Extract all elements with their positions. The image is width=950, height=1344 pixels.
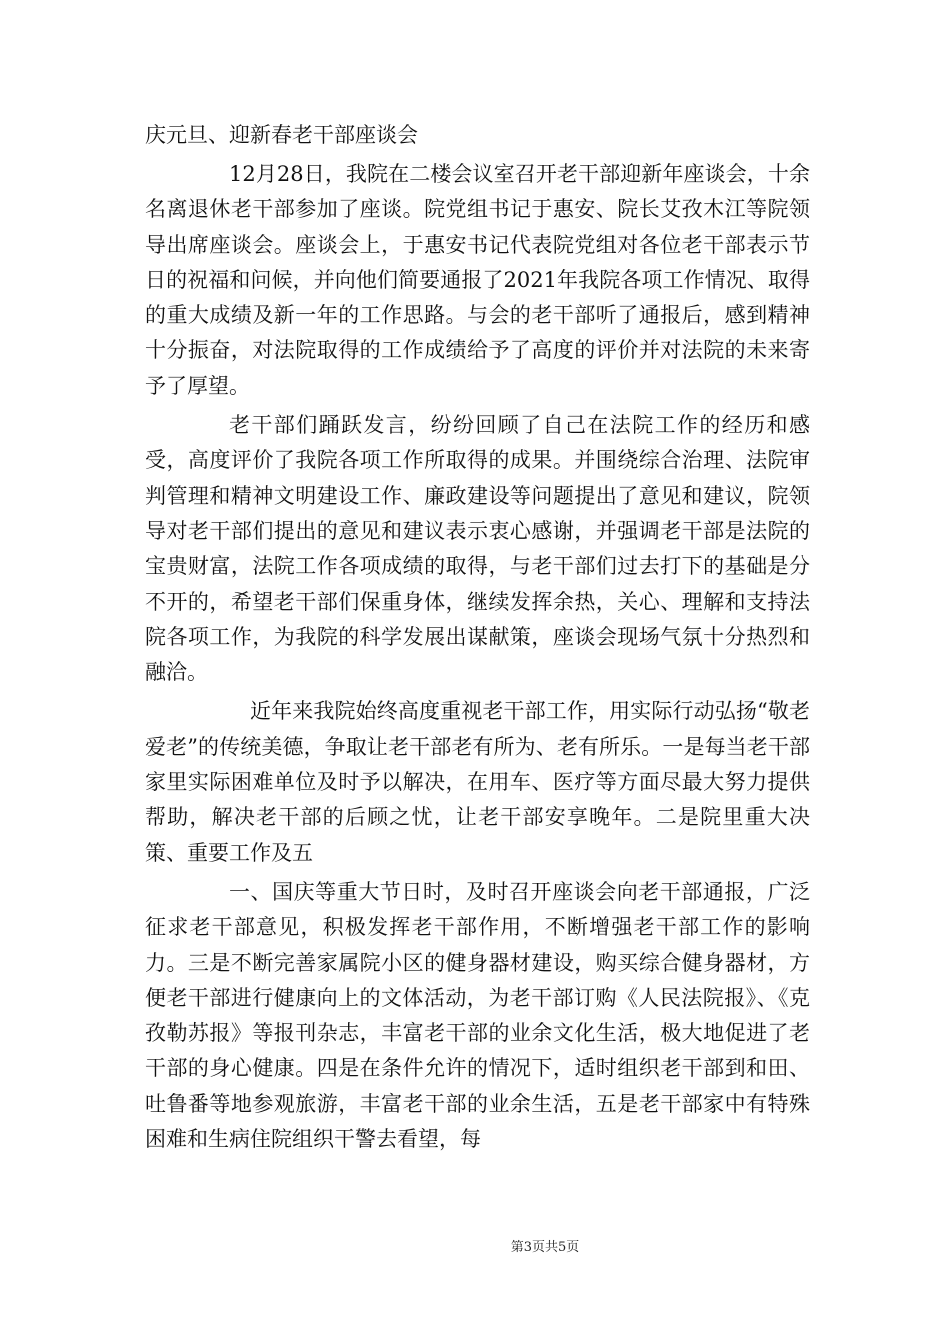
document-body [145,114,810,1157]
document-title: 庆元旦、迎新春老干部座谈会 [145,123,418,147]
paragraph-3: 近年来我院始终高度重视老干部工作，用实际行动弘扬“敬老爱老”的传统美德，争取让老干部老有所为、老有所乐。一是每当老干部家里实际困难单位及时予以解决，在用车、医疗等方面尽最大努力提供帮助，解决老干部的后顾之忧，让老干部安享晚年。二是院里重大决策、重要工作及五 [145,699,810,865]
page-footer [0,1236,950,1255]
paragraph-1: 12月28日，我院在二楼会议室召开老干部迎新年座谈会，十余名离退休老干部参加了座谈。院党组书记于惠安、院长艾孜木江等院领导出席座谈会。座谈会上，于惠安书记代表院党组对各位老干部表示节日的祝福和问候，并向他们简要通报了2021年我院各项工作情况、取得的重大成绩及新一年的工作思路。与会的老干部听了通报后，感到精神十分振奋，对法院取得的工作成绩给予了高度的评价并对法院的未来寄予了厚望。 [145,162,810,398]
paragraph-4: 一、国庆等重大节日时，及时召开座谈会向老干部通报，广泛征求老干部意见，积极发挥老干部作用，不断增强老干部工作的影响力。三是不断完善家属院小区的健身器材建设，购买综合健身器材，方便老干部进行健康向上的文体活动，为老干部订购《人民法院报》、《克孜勒苏报》等报刊杂志，丰富老干部的业余文化生活，极大地促进了老干部的身心健康。四是在条件允许的情况下，适时组织老干部到和田、吐鲁番等地参观旅游，丰富老干部的业余生活，五是老干部家中有特殊困难和生病住院组织干警去看望，每 [145,879,810,1152]
paragraph-2: 老干部们踊跃发言，纷纷回顾了自己在法院工作的经历和感受，高度评价了我院各项工作所取得的成果。并围绕综合治理、法院审判管理和精神文明建设工作、廉政建设等问题提出了意见和建议，院领导对老干部们提出的意见和建议表示衷心感谢，并强调老干部是法院的宝贵财富，法院工作各项成绩的取得，与老干部们过去打下的基础是分不开的，希望老干部们保重身体，继续发挥余热，关心、理解和支持法院各项工作，为我院的科学发展出谋献策，座谈会现场气氛十分热烈和融洽。 [145,413,810,685]
page-number: 第3页共5页 [510,1240,580,1255]
